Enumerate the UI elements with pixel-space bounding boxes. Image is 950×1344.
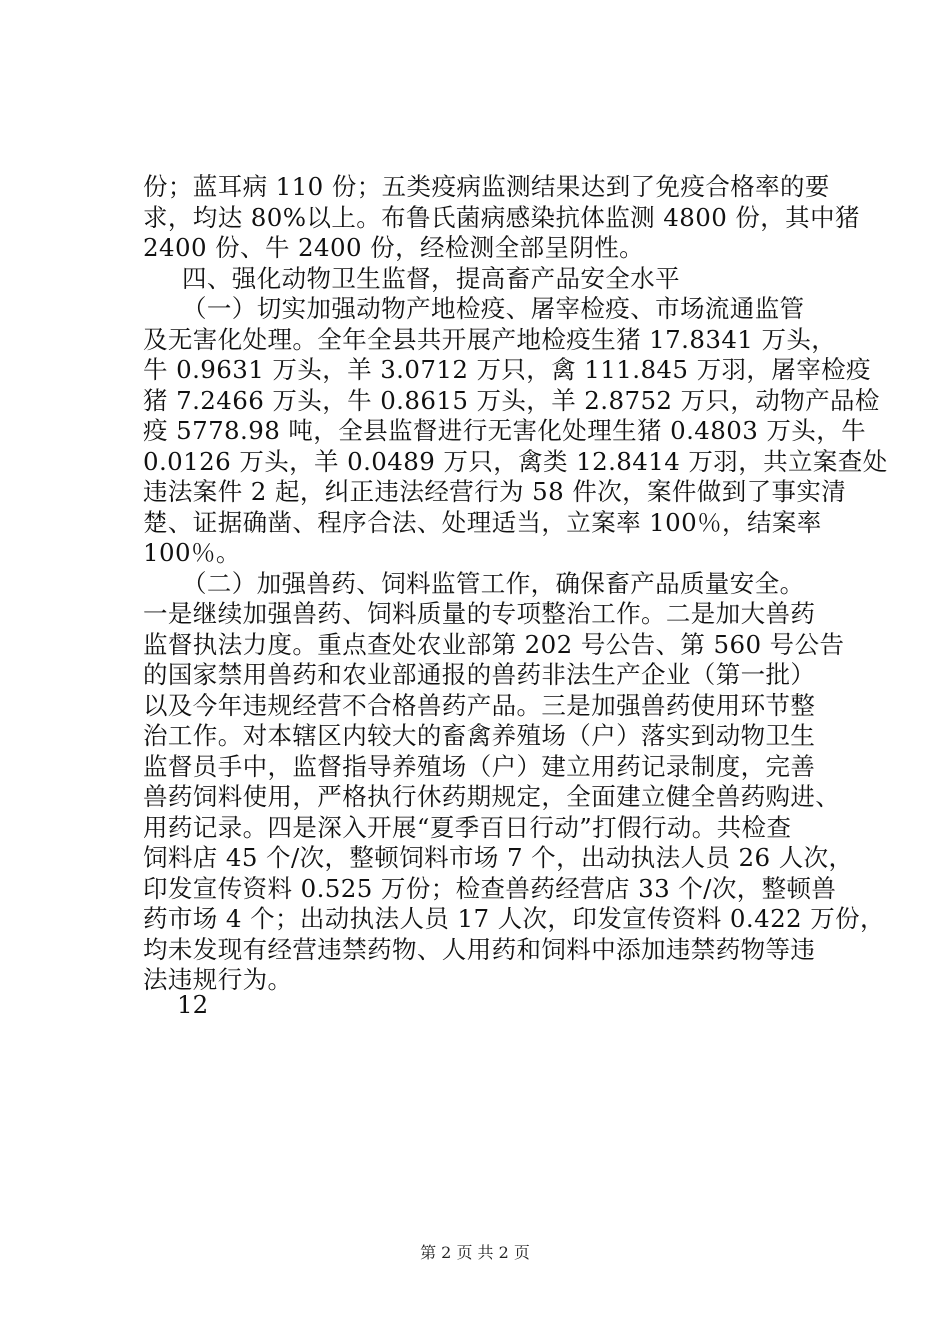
text-line: 一是继续加强兽药、饲料质量的专项整治工作。二是加大兽药 xyxy=(143,599,816,628)
document-body xyxy=(143,172,888,996)
inline-page-number: 12 xyxy=(177,990,209,1019)
text-line: 药市场 4 个；出动执法人员 17 人次，印发宣传资料 0.422 万份， xyxy=(143,904,885,933)
text-line: 印发宣传资料 0.525 万份；检查兽药经营店 33 个/次，整顿兽 xyxy=(143,873,837,903)
text-line: 及无害化处理。全年全县共开展产地检疫生猪 17.8341 万头， xyxy=(143,324,837,354)
text-line: 监督员手中，监督指导养殖场（户）建立用药记录制度，完善 xyxy=(143,751,816,781)
text-line: 猪 7.2466 万头，牛 0.8615 万头，羊 2.8752 万只，动物产品检 xyxy=(143,385,880,415)
text-line: 监督执法力度。重点查处农业部第 202 号公告、第 560 号公告 xyxy=(143,629,845,659)
text-line: 饲料店 45 个/次，整顿饲料市场 7 个，出动执法人员 26 人次， xyxy=(143,843,854,872)
page-footer: 第 2 页 共 2 页 xyxy=(420,1243,530,1262)
text-line: 0.0126 万头，羊 0.0489 万只，禽类 12.8414 万羽，共立案查处 xyxy=(143,446,888,476)
text-line: 用药记录。四是深入开展“夏季百日行动”打假行动。共检查 xyxy=(143,812,792,842)
text-line: 牛 0.9631 万头，羊 3.0712 万只，禽 111.845 万羽，屠宰检疫 xyxy=(143,355,871,384)
paragraph-start: （一）切实加强动物产地检疫、屠宰检疫、市场流通监管 xyxy=(182,294,805,323)
text-line: 法违规行为。 xyxy=(143,965,293,994)
text-line: 份；蓝耳病 110 份；五类疫病监测结果达到了免疫合格率的要 xyxy=(143,172,830,201)
text-line: 楚、证据确凿、程序合法、处理适当，立案率 100％，结案率 xyxy=(143,507,822,537)
text-line: 以及今年违规经营不合格兽药产品。三是加强兽药使用环节整 xyxy=(143,690,816,720)
text-line: 2400 份、牛 2400 份，经检测全部呈阴性。 xyxy=(143,233,645,262)
text-line: 均未发现有经营违禁药物、人用药和饲料中添加违禁药物等违 xyxy=(143,934,816,964)
text-line: 的国家禁用兽药和农业部通报的兽药非法生产企业（第一批） xyxy=(143,660,816,689)
text-line: 求，均达 80%以上。布鲁氏菌病感染抗体监测 4800 份，其中猪 xyxy=(143,202,860,232)
text-line: 违法案件 2 起，纠正违法经营行为 58 件次，案件做到了事实清 xyxy=(143,477,847,506)
text-line: 100％。 xyxy=(143,538,241,567)
section-heading: 四、强化动物卫生监督，提高畜产品安全水平 xyxy=(182,263,680,293)
paragraph-start: （二）加强兽药、饲料监管工作，确保畜产品质量安全。 xyxy=(182,568,805,598)
text-line: 疫 5778.98 吨，全县监督进行无害化处理生猪 0.4803 万头，牛 xyxy=(143,416,866,445)
text-line: 治工作。对本辖区内较大的畜禽养殖场（户）落实到动物卫生 xyxy=(143,721,816,750)
text-line: 兽药饲料使用，严格执行休药期规定，全面建立健全兽药购进、 xyxy=(143,782,841,811)
